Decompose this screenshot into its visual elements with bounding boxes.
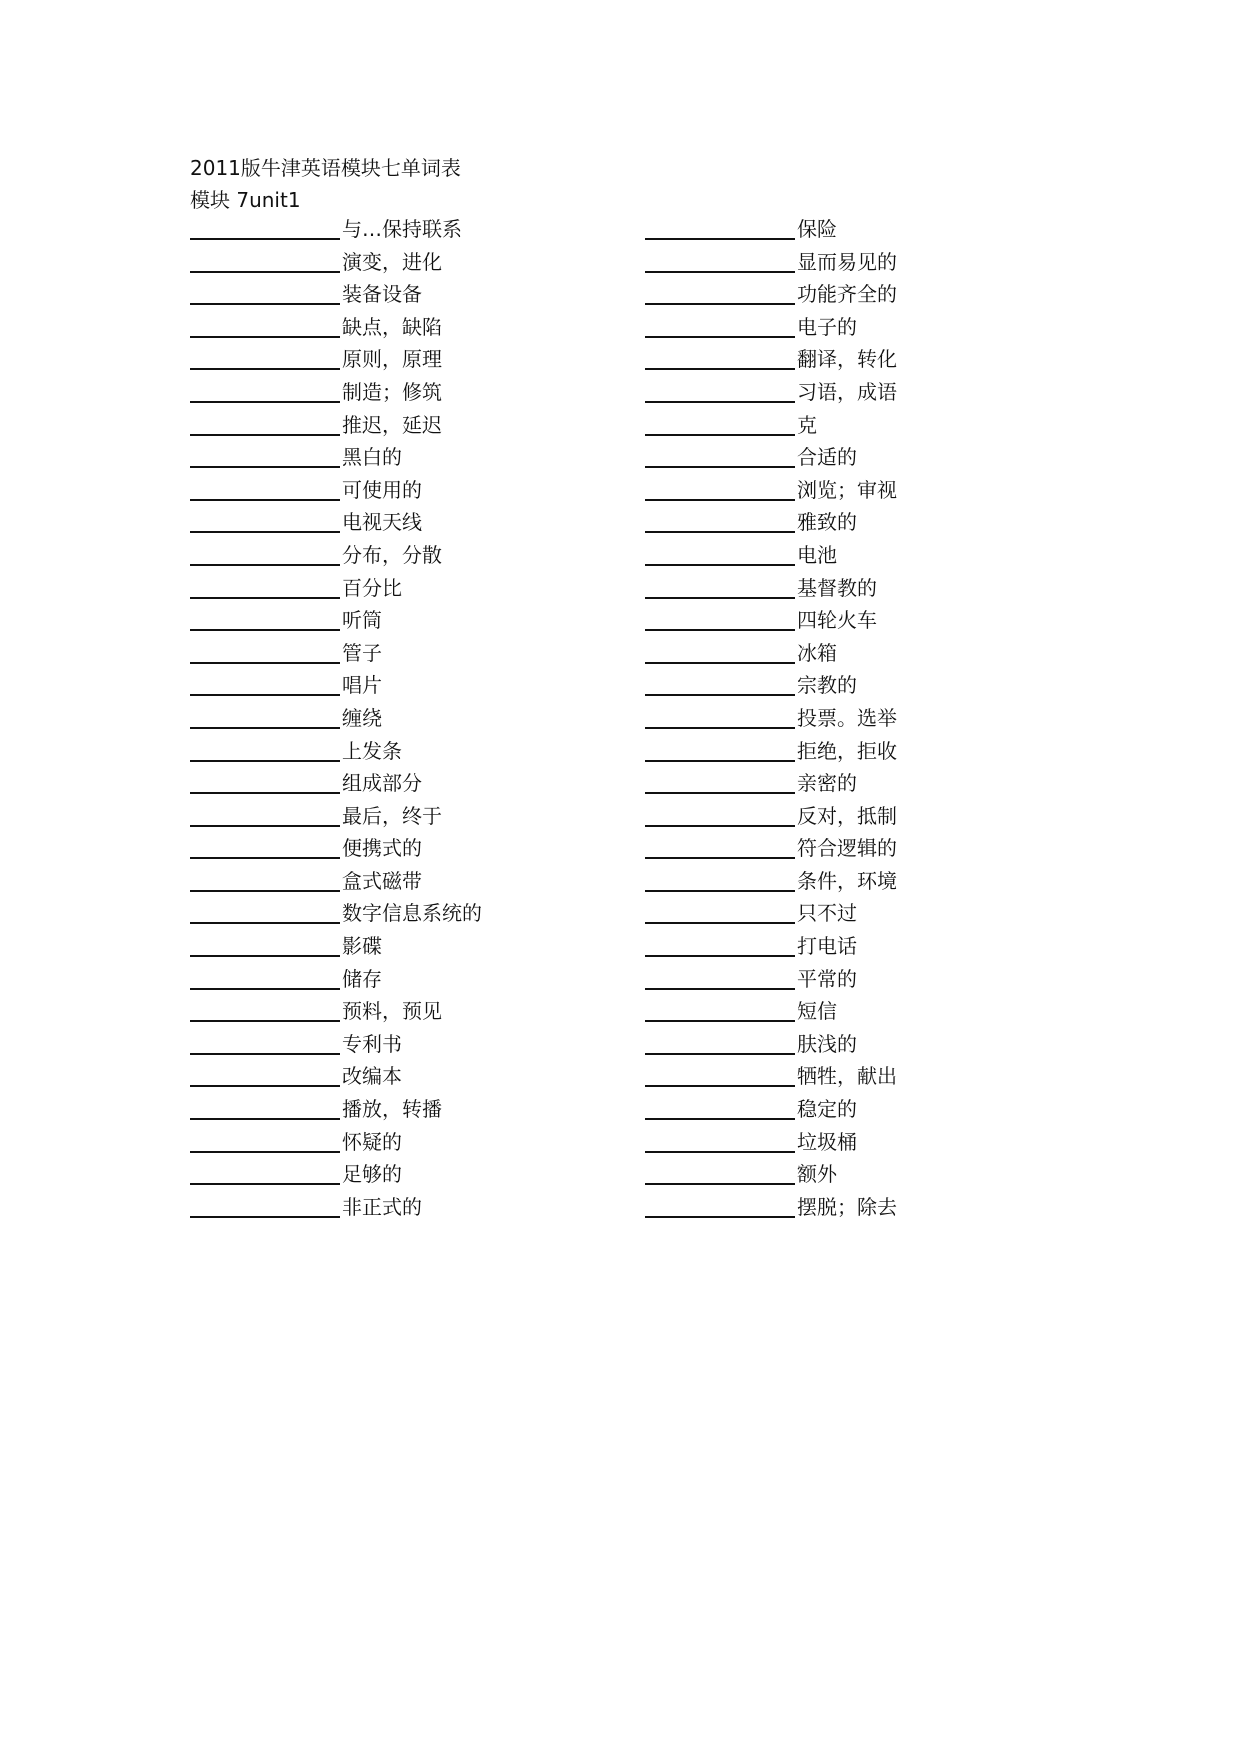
answer-blank[interactable] xyxy=(645,1031,795,1055)
answer-blank[interactable] xyxy=(645,1194,795,1218)
vocab-meaning: 组成部分 xyxy=(342,771,422,796)
answer-blank[interactable] xyxy=(190,314,340,338)
vocab-row xyxy=(645,216,1005,249)
vocab-row xyxy=(645,900,1005,933)
vocab-meaning: 翻译，转化 xyxy=(797,347,897,372)
vocab-row xyxy=(645,966,1005,999)
vocab-meaning: 短信 xyxy=(797,999,837,1024)
vocab-meaning: 垃圾桶 xyxy=(797,1129,857,1154)
answer-blank[interactable] xyxy=(645,444,795,468)
vocab-meaning: 习语，成语 xyxy=(797,379,897,404)
answer-blank[interactable] xyxy=(190,966,340,990)
vocab-meaning: 演变，进化 xyxy=(342,249,442,274)
answer-blank[interactable] xyxy=(190,281,340,305)
vocab-row xyxy=(645,542,1005,575)
answer-blank[interactable] xyxy=(190,1096,340,1120)
vocab-meaning: 听筒 xyxy=(342,608,382,633)
answer-blank[interactable] xyxy=(190,803,340,827)
vocab-row xyxy=(645,803,1005,836)
answer-blank[interactable] xyxy=(190,607,340,631)
vocab-row xyxy=(190,281,550,314)
vocab-meaning: 显而易见的 xyxy=(797,249,897,274)
vocab-row xyxy=(190,966,550,999)
vocab-row xyxy=(190,770,550,803)
answer-blank[interactable] xyxy=(645,705,795,729)
vocab-row xyxy=(645,249,1005,282)
answer-blank[interactable] xyxy=(645,1129,795,1153)
answer-blank[interactable] xyxy=(190,249,340,273)
vocab-meaning: 牺牲，献出 xyxy=(797,1064,897,1089)
answer-blank[interactable] xyxy=(645,542,795,566)
vocab-row xyxy=(190,738,550,771)
vocab-row xyxy=(190,575,550,608)
vocab-row xyxy=(645,672,1005,705)
vocab-meaning: 缺点，缺陷 xyxy=(342,314,442,339)
vocab-row xyxy=(190,1096,550,1129)
vocab-meaning: 条件，环境 xyxy=(797,868,897,893)
vocab-row xyxy=(190,444,550,477)
vocab-row xyxy=(645,640,1005,673)
answer-blank[interactable] xyxy=(645,607,795,631)
answer-blank[interactable] xyxy=(645,640,795,664)
answer-blank[interactable] xyxy=(190,444,340,468)
vocab-meaning: 便携式的 xyxy=(342,836,422,861)
vocab-row xyxy=(645,444,1005,477)
answer-blank[interactable] xyxy=(190,1129,340,1153)
vocab-meaning: 功能齐全的 xyxy=(797,282,897,307)
answer-blank[interactable] xyxy=(645,575,795,599)
vocab-meaning: 电子的 xyxy=(797,314,857,339)
vocab-meaning: 百分比 xyxy=(342,575,402,600)
vocab-meaning: 非正式的 xyxy=(342,1194,422,1219)
answer-blank[interactable] xyxy=(190,998,340,1022)
answer-blank[interactable] xyxy=(645,738,795,762)
vocab-row xyxy=(645,1031,1005,1064)
answer-blank[interactable] xyxy=(645,966,795,990)
vocab-meaning: 盒式磁带 xyxy=(342,868,422,893)
vocab-row xyxy=(645,1161,1005,1194)
answer-blank[interactable] xyxy=(645,346,795,370)
answer-blank[interactable] xyxy=(190,575,340,599)
vocab-meaning: 稳定的 xyxy=(797,1097,857,1122)
answer-blank[interactable] xyxy=(190,477,340,501)
vocab-row xyxy=(190,672,550,705)
vocab-row xyxy=(190,216,550,249)
answer-blank[interactable] xyxy=(190,379,340,403)
vocab-row xyxy=(190,1129,550,1162)
vocab-meaning: 推迟，延迟 xyxy=(342,412,442,437)
vocab-row xyxy=(190,1063,550,1096)
vocab-row xyxy=(190,933,550,966)
vocab-meaning: 预料，预见 xyxy=(342,999,442,1024)
vocab-meaning: 最后，终于 xyxy=(342,803,442,828)
answer-blank[interactable] xyxy=(645,900,795,924)
vocab-meaning: 雅致的 xyxy=(797,510,857,535)
answer-blank[interactable] xyxy=(190,1161,340,1185)
vocab-row xyxy=(645,998,1005,1031)
vocab-row xyxy=(190,412,550,445)
vocab-meaning: 足够的 xyxy=(342,1162,402,1187)
vocab-column-right xyxy=(645,216,1005,1226)
answer-blank[interactable] xyxy=(645,803,795,827)
vocab-row xyxy=(645,770,1005,803)
vocab-meaning: 符合逻辑的 xyxy=(797,836,897,861)
answer-blank[interactable] xyxy=(645,379,795,403)
answer-blank[interactable] xyxy=(645,770,795,794)
vocab-row xyxy=(645,1129,1005,1162)
vocab-row xyxy=(645,705,1005,738)
vocab-row xyxy=(190,346,550,379)
answer-blank[interactable] xyxy=(645,835,795,859)
vocab-meaning: 四轮火车 xyxy=(797,608,877,633)
answer-blank[interactable] xyxy=(190,1063,340,1087)
answer-blank[interactable] xyxy=(645,1063,795,1087)
vocab-row xyxy=(190,640,550,673)
vocab-meaning: 原则，原理 xyxy=(342,347,442,372)
vocab-meaning: 投票。选举 xyxy=(797,705,897,730)
vocab-meaning: 反对，抵制 xyxy=(797,803,897,828)
vocab-meaning: 亲密的 xyxy=(797,771,857,796)
vocab-row xyxy=(645,1063,1005,1096)
vocab-meaning: 电视天线 xyxy=(342,510,422,535)
vocab-meaning: 数字信息系统的 xyxy=(342,901,482,926)
vocab-meaning: 克 xyxy=(797,412,817,437)
vocab-row xyxy=(190,509,550,542)
vocab-meaning: 宗教的 xyxy=(797,673,857,698)
answer-blank[interactable] xyxy=(645,933,795,957)
vocab-row xyxy=(190,803,550,836)
vocab-row xyxy=(190,477,550,510)
vocab-meaning: 上发条 xyxy=(342,738,402,763)
answer-blank[interactable] xyxy=(190,412,340,436)
vocab-row xyxy=(190,1161,550,1194)
answer-blank[interactable] xyxy=(645,249,795,273)
vocab-meaning: 分布，分散 xyxy=(342,542,442,567)
vocab-meaning: 影碟 xyxy=(342,934,382,959)
vocab-row xyxy=(645,607,1005,640)
vocab-meaning: 电池 xyxy=(797,542,837,567)
vocab-meaning: 播放，转播 xyxy=(342,1097,442,1122)
answer-blank[interactable] xyxy=(190,672,340,696)
vocab-meaning: 可使用的 xyxy=(342,477,422,502)
document-subtitle: 模块 7unit1 xyxy=(190,188,301,212)
vocab-meaning: 肤浅的 xyxy=(797,1031,857,1056)
vocab-row xyxy=(645,477,1005,510)
answer-blank[interactable] xyxy=(190,900,340,924)
answer-blank[interactable] xyxy=(190,933,340,957)
answer-blank[interactable] xyxy=(645,509,795,533)
document-title: 2011版牛津英语模块七单词表 xyxy=(190,156,461,180)
answer-blank[interactable] xyxy=(190,1194,340,1218)
vocab-row xyxy=(190,542,550,575)
vocab-row xyxy=(190,1194,550,1227)
vocab-row xyxy=(645,509,1005,542)
vocab-meaning: 制造；修筑 xyxy=(342,379,442,404)
answer-blank[interactable] xyxy=(645,412,795,436)
answer-blank[interactable] xyxy=(645,868,795,892)
vocab-meaning: 缠绕 xyxy=(342,705,382,730)
vocab-meaning: 合适的 xyxy=(797,445,857,470)
vocab-meaning: 平常的 xyxy=(797,966,857,991)
vocab-row xyxy=(645,868,1005,901)
vocab-row xyxy=(190,249,550,282)
vocab-meaning: 管子 xyxy=(342,640,382,665)
vocab-row xyxy=(645,933,1005,966)
vocab-row xyxy=(190,835,550,868)
answer-blank[interactable] xyxy=(190,509,340,533)
vocab-meaning: 黑白的 xyxy=(342,445,402,470)
answer-blank[interactable] xyxy=(645,1161,795,1185)
vocab-meaning: 怀疑的 xyxy=(342,1129,402,1154)
vocab-row xyxy=(190,998,550,1031)
answer-blank[interactable] xyxy=(190,640,340,664)
answer-blank[interactable] xyxy=(190,738,340,762)
vocab-meaning: 摆脱；除去 xyxy=(797,1194,897,1219)
vocab-row xyxy=(645,835,1005,868)
vocab-row xyxy=(190,900,550,933)
vocab-row xyxy=(190,868,550,901)
answer-blank[interactable] xyxy=(645,477,795,501)
vocab-row xyxy=(645,738,1005,771)
answer-blank[interactable] xyxy=(190,346,340,370)
vocab-row xyxy=(190,314,550,347)
answer-blank[interactable] xyxy=(645,672,795,696)
vocab-column-left xyxy=(190,216,550,1226)
answer-blank[interactable] xyxy=(190,542,340,566)
answer-blank[interactable] xyxy=(645,998,795,1022)
answer-blank[interactable] xyxy=(190,216,340,240)
answer-blank[interactable] xyxy=(190,868,340,892)
vocab-meaning: 储存 xyxy=(342,966,382,991)
vocab-meaning: 专利书 xyxy=(342,1031,402,1056)
vocab-row xyxy=(645,1096,1005,1129)
vocab-meaning: 只不过 xyxy=(797,901,857,926)
answer-blank[interactable] xyxy=(190,770,340,794)
vocab-row xyxy=(190,705,550,738)
vocab-row xyxy=(190,607,550,640)
answer-blank[interactable] xyxy=(190,835,340,859)
answer-blank[interactable] xyxy=(645,281,795,305)
vocab-row xyxy=(645,314,1005,347)
vocab-meaning: 改编本 xyxy=(342,1064,402,1089)
vocab-row xyxy=(190,1031,550,1064)
vocab-meaning: 保险 xyxy=(797,217,837,241)
vocab-row xyxy=(645,1194,1005,1227)
vocab-meaning: 冰箱 xyxy=(797,640,837,665)
answer-blank[interactable] xyxy=(645,314,795,338)
vocab-meaning: 唱片 xyxy=(342,673,382,698)
vocab-meaning: 拒绝，拒收 xyxy=(797,738,897,763)
vocab-meaning: 与…保持联系 xyxy=(342,217,462,241)
vocab-row xyxy=(645,575,1005,608)
vocab-meaning: 基督教的 xyxy=(797,575,877,600)
answer-blank[interactable] xyxy=(190,1031,340,1055)
vocab-row xyxy=(190,379,550,412)
answer-blank[interactable] xyxy=(645,216,795,240)
document-header xyxy=(190,152,890,216)
vocab-meaning: 装备设备 xyxy=(342,282,422,307)
answer-blank[interactable] xyxy=(645,1096,795,1120)
vocab-row xyxy=(645,346,1005,379)
vocab-meaning: 额外 xyxy=(797,1162,837,1187)
answer-blank[interactable] xyxy=(190,705,340,729)
vocab-row xyxy=(645,379,1005,412)
vocab-meaning: 浏览；审视 xyxy=(797,477,897,502)
vocab-meaning: 打电话 xyxy=(797,934,857,959)
vocab-row xyxy=(645,412,1005,445)
vocab-row xyxy=(645,281,1005,314)
